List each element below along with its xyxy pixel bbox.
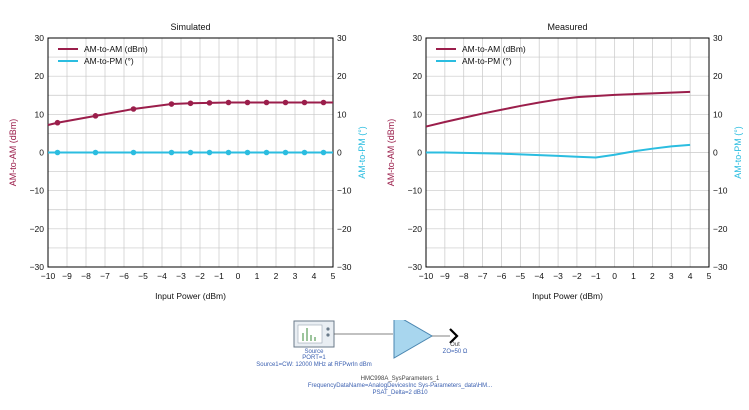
amplifier-icon[interactable] (394, 320, 432, 358)
data-point (188, 100, 194, 106)
x-tick-label: 4 (311, 271, 317, 281)
y-left-tick-label: 0 (417, 147, 422, 158)
y-right-tick-label: −30 (713, 262, 728, 272)
x-tick-label: −3 (553, 271, 563, 281)
y-left-axis-label: AM-to-AM (dBm) (386, 118, 396, 187)
y-right-tick-label: −20 (713, 223, 728, 234)
y-left-axis-label: AM-to-AM (dBm) (8, 118, 18, 187)
data-point (169, 150, 175, 156)
y-right-tick-label: 30 (337, 33, 347, 43)
x-tick-label: −2 (195, 271, 205, 281)
y-right-tick-label: −20 (337, 223, 352, 234)
data-point (93, 113, 99, 119)
data-point (93, 150, 99, 156)
x-tick-label: −9 (62, 271, 72, 281)
y-right-tick-label: −10 (337, 185, 352, 196)
y-left-tick-label: 10 (34, 109, 44, 120)
y-right-tick-label: −10 (713, 185, 728, 196)
source-label: Source (304, 349, 324, 355)
y-left-tick-label: −30 (29, 262, 44, 272)
x-tick-label: −6 (496, 271, 507, 281)
y-right-tick-label: 20 (713, 71, 723, 82)
x-tick-label: 3 (292, 271, 298, 281)
x-tick-label: 1 (631, 271, 636, 281)
data-point (302, 100, 308, 106)
y-right-tick-label: 0 (713, 147, 718, 158)
y-left-tick-label: −10 (407, 185, 422, 196)
x-tick-label: −4 (534, 271, 545, 281)
x-tick-label: −8 (81, 271, 91, 281)
output-port-icon[interactable] (450, 329, 457, 343)
y-left-tick-label: 10 (412, 109, 422, 120)
y-right-tick-label: 10 (337, 109, 347, 120)
source-port: PORT=1 (302, 355, 326, 361)
y-left-tick-label: 0 (39, 147, 44, 158)
y-left-tick-label: −10 (29, 185, 44, 196)
amplifier-params-1: FrequencyDataName=AnalogDevicesInc Sys-Parameters_data\HM... (307, 383, 493, 389)
y-left-tick-label: −30 (407, 262, 422, 272)
x-tick-label: −5 (138, 271, 148, 281)
data-point (245, 100, 251, 106)
x-tick-label: −8 (458, 271, 469, 281)
data-point (207, 100, 213, 106)
output-label: Out (450, 342, 460, 348)
x-tick-label: −1 (214, 271, 224, 281)
chart-title: Measured (547, 22, 588, 32)
legend-label: AM-to-AM (dBm) (462, 44, 526, 54)
x-axis-label: Input Power (dBm) (155, 291, 226, 301)
x-tick-label: −4 (157, 271, 167, 281)
x-tick-label: −3 (176, 271, 186, 281)
y-right-tick-label: 0 (337, 147, 342, 158)
data-point (131, 106, 137, 112)
x-tick-label: −1 (590, 271, 601, 281)
x-tick-label: −10 (40, 271, 56, 281)
x-tick-label: −9 (440, 271, 450, 281)
chart-title: Simulated (170, 22, 211, 32)
data-point (245, 150, 251, 156)
y-left-tick-label: 30 (412, 33, 422, 43)
data-point (207, 150, 213, 156)
y-right-tick-label: −30 (337, 262, 352, 272)
x-axis-label: Input Power (dBm) (532, 291, 603, 301)
data-point (188, 150, 194, 156)
y-left-tick-label: −20 (29, 223, 44, 234)
x-tick-label: −6 (119, 271, 129, 281)
x-tick-label: −7 (477, 271, 488, 281)
x-tick-label: 0 (235, 271, 241, 281)
x-tick-label: 0 (612, 271, 618, 281)
data-point (283, 150, 289, 156)
y-right-tick-label: 10 (713, 109, 723, 120)
amplifier-name: HMC998A_SysParameters_1 (360, 376, 440, 382)
legend-label: AM-to-AM (dBm) (84, 44, 148, 54)
legend-label: AM-to-PM (°) (84, 56, 134, 66)
x-tick-label: −5 (515, 271, 526, 281)
measured-chart (386, 22, 743, 301)
data-point (302, 150, 308, 156)
source-params: Source1=CW: 12000 MHz at RFPwrIn dBm (256, 362, 372, 368)
data-point (264, 100, 270, 106)
signal-generator-icon[interactable] (294, 321, 334, 347)
amplifier-params-2: PSAT_Delta=2 dB10 (372, 390, 428, 396)
data-point (264, 150, 270, 156)
y-left-tick-label: 30 (34, 33, 44, 43)
x-tick-label: 5 (706, 271, 712, 281)
data-point (226, 150, 232, 156)
data-point (169, 101, 175, 107)
y-right-tick-label: 20 (337, 71, 347, 82)
x-tick-label: 2 (650, 271, 655, 281)
x-tick-label: 1 (254, 271, 260, 281)
x-tick-label: −10 (418, 271, 434, 281)
data-point (55, 120, 61, 126)
y-right-axis-label: AM-to-PM (°) (733, 126, 743, 179)
y-left-tick-label: 20 (34, 71, 44, 82)
x-tick-label: −7 (100, 271, 110, 281)
data-point (55, 150, 61, 156)
legend-label: AM-to-PM (°) (462, 56, 512, 66)
data-point (283, 100, 289, 106)
y-left-tick-label: −20 (407, 223, 422, 234)
data-point (321, 100, 327, 106)
data-point (226, 100, 232, 106)
data-point (321, 150, 327, 156)
data-point (131, 150, 137, 156)
x-tick-label: 3 (668, 271, 674, 281)
y-right-axis-label: AM-to-PM (°) (357, 126, 367, 179)
x-tick-label: −2 (572, 271, 582, 281)
y-left-tick-label: 20 (412, 71, 422, 82)
x-tick-label: 2 (273, 271, 279, 281)
x-tick-label: 5 (330, 271, 336, 281)
y-right-tick-label: 30 (713, 33, 723, 43)
output-impedance: ZO=50 Ω (442, 349, 468, 355)
x-tick-label: 4 (687, 271, 693, 281)
simulated-chart (8, 22, 367, 301)
